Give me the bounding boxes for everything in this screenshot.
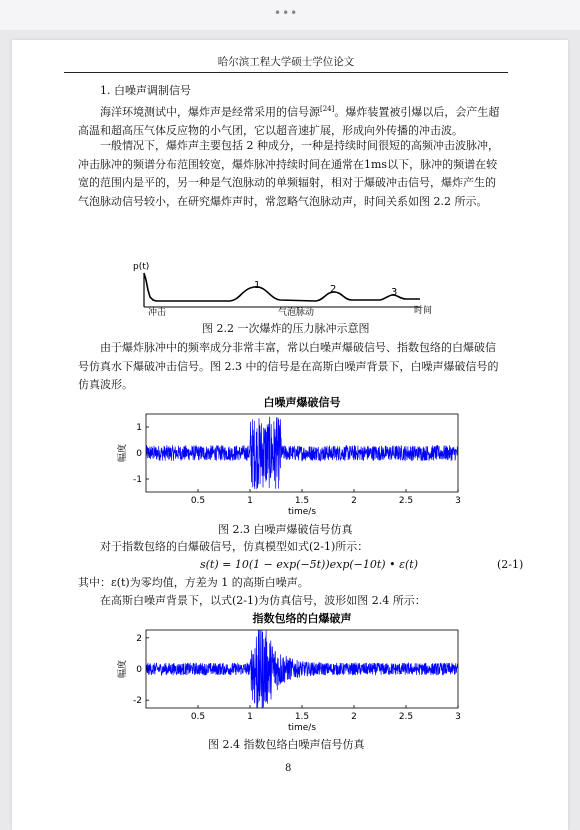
paragraph-intro [78, 100, 518, 141]
text-span: 海洋环境测试中，爆炸声是经常采用的信号源 [100, 105, 320, 119]
figure-intro-text: 在高斯白噪声背景下，以式(2-1)为仿真信号，波形如图 2.4 所示： [100, 594, 426, 607]
peak-label-3: 3 [391, 287, 398, 298]
pressure-pulse-diagram [120, 252, 450, 322]
x-tick-label: 0.5 [190, 496, 206, 506]
paragraph-line [78, 100, 518, 122]
x-axis-label: time/s [287, 507, 317, 517]
bubble-pulse-curve [156, 287, 420, 301]
signal-trace [146, 630, 458, 708]
paragraph-line: 气泡脉动信号较小，在研究爆炸声时，常忽略气泡脉动声，时间关系如图 2.2 所示。 [78, 194, 488, 208]
equation-number: (2-1) [497, 558, 524, 571]
paragraph-line: 号仿真水下爆破冲击信号。图 2.3 中的信号是在高斯白噪声背景下，白噪声爆破信号的 [78, 359, 499, 373]
x-tick-label: 2.5 [398, 712, 414, 722]
figure-caption-2-4: 图 2.4 指数包络白噪声信号仿真 [208, 738, 365, 751]
paragraph-line: 冲击脉冲的频谱分布范围较宽，爆炸脉冲持续时间在通常在1ms以下，脉冲的频谱在较 [78, 157, 498, 171]
x-tick-label: 1 [247, 712, 253, 722]
y-tick-label: 2 [136, 633, 142, 644]
bubble-label: 气泡脉动 [278, 308, 315, 318]
header-rule [64, 72, 508, 73]
section-title: 1. 白噪声调制信号 [100, 84, 191, 97]
paragraph-components [78, 137, 518, 211]
more-options-icon[interactable]: ••• [274, 6, 299, 20]
x-tick-label: 1.5 [294, 496, 310, 506]
noise-definition-text: 其中：ε(t)为零均值，方差为 1 的高斯白噪声。 [78, 576, 309, 589]
y-axis-label: 幅度 [118, 443, 128, 463]
x-tick-label: 0.5 [190, 712, 206, 722]
time-label: 时间 [414, 306, 433, 316]
y-tick-label: -2 [133, 696, 142, 707]
x-tick-label: 1 [247, 496, 253, 506]
y-axis-label: 幅度 [118, 659, 128, 679]
y-tick-label: -1 [133, 475, 142, 485]
chart-title: 指数包络的白爆破声 [252, 612, 352, 625]
impact-label: 冲击 [148, 308, 167, 318]
paragraph-line: 宽的范围内是平的，另一种是气泡脉动的单频辐射，相对于爆破冲击信号，爆炸产生的 [78, 176, 496, 189]
equation-intro-text: 对于指数包络的白爆破信号，仿真模型如式(2-1)所示： [100, 540, 369, 553]
y-tick-label: 0 [136, 449, 142, 459]
x-tick-label: 2.5 [398, 496, 414, 506]
white-noise-burst-chart [116, 394, 472, 520]
peak-label-2: 2 [330, 284, 337, 295]
equation-2-1: s(t) = 10(1 − exp(−5t))exp(−10t) • ε(t) [200, 558, 418, 571]
x-tick-label: 2 [351, 496, 357, 506]
paragraph-line: 仿真波形。 [78, 378, 133, 391]
figure-caption-2-2: 图 2.2 一次爆炸的压力脉冲示意图 [202, 322, 370, 335]
page-number: 8 [285, 763, 292, 774]
paragraph-line: 一般情况下，爆炸声主要包括 2 种成分，一种是持续时间很短的高频冲击波脉冲， [100, 139, 499, 152]
citation: [24] [320, 105, 335, 113]
x-tick-label: 3 [455, 712, 461, 722]
figure-caption-2-3: 图 2.3 白噪声爆破信号仿真 [218, 523, 353, 536]
signal-trace [146, 417, 458, 489]
diagram-y-label: p(t) [133, 262, 150, 272]
exponential-envelope-chart [116, 610, 472, 734]
peak-label-1: 1 [254, 280, 261, 291]
paragraph-line: 由于爆炸脉冲中的频率成分非常丰富，常以白噪声爆破信号、指数包络的白爆破信 [100, 341, 496, 354]
chart-title: 白噪声爆破信号 [263, 396, 341, 409]
x-tick-label: 2 [351, 712, 357, 722]
running-header: 哈尔滨工程大学硕士学位论文 [217, 56, 355, 68]
text-span: 。爆炸装置被引爆以后，会产生超 [334, 105, 500, 119]
x-axis-label: time/s [287, 723, 317, 733]
paragraph-line: 高温和超高压气体反应物的小气团，它以超音速扩展，形成向外传播的冲击波。 [78, 124, 463, 138]
y-tick-label: 1 [136, 423, 142, 433]
viewer-top-bar [0, 0, 580, 30]
shock-pulse-curve [144, 273, 156, 301]
x-tick-label: 3 [455, 496, 461, 506]
y-tick-label: 0 [136, 665, 142, 675]
x-tick-label: 1.5 [294, 712, 310, 722]
paragraph-simulation [78, 339, 518, 395]
